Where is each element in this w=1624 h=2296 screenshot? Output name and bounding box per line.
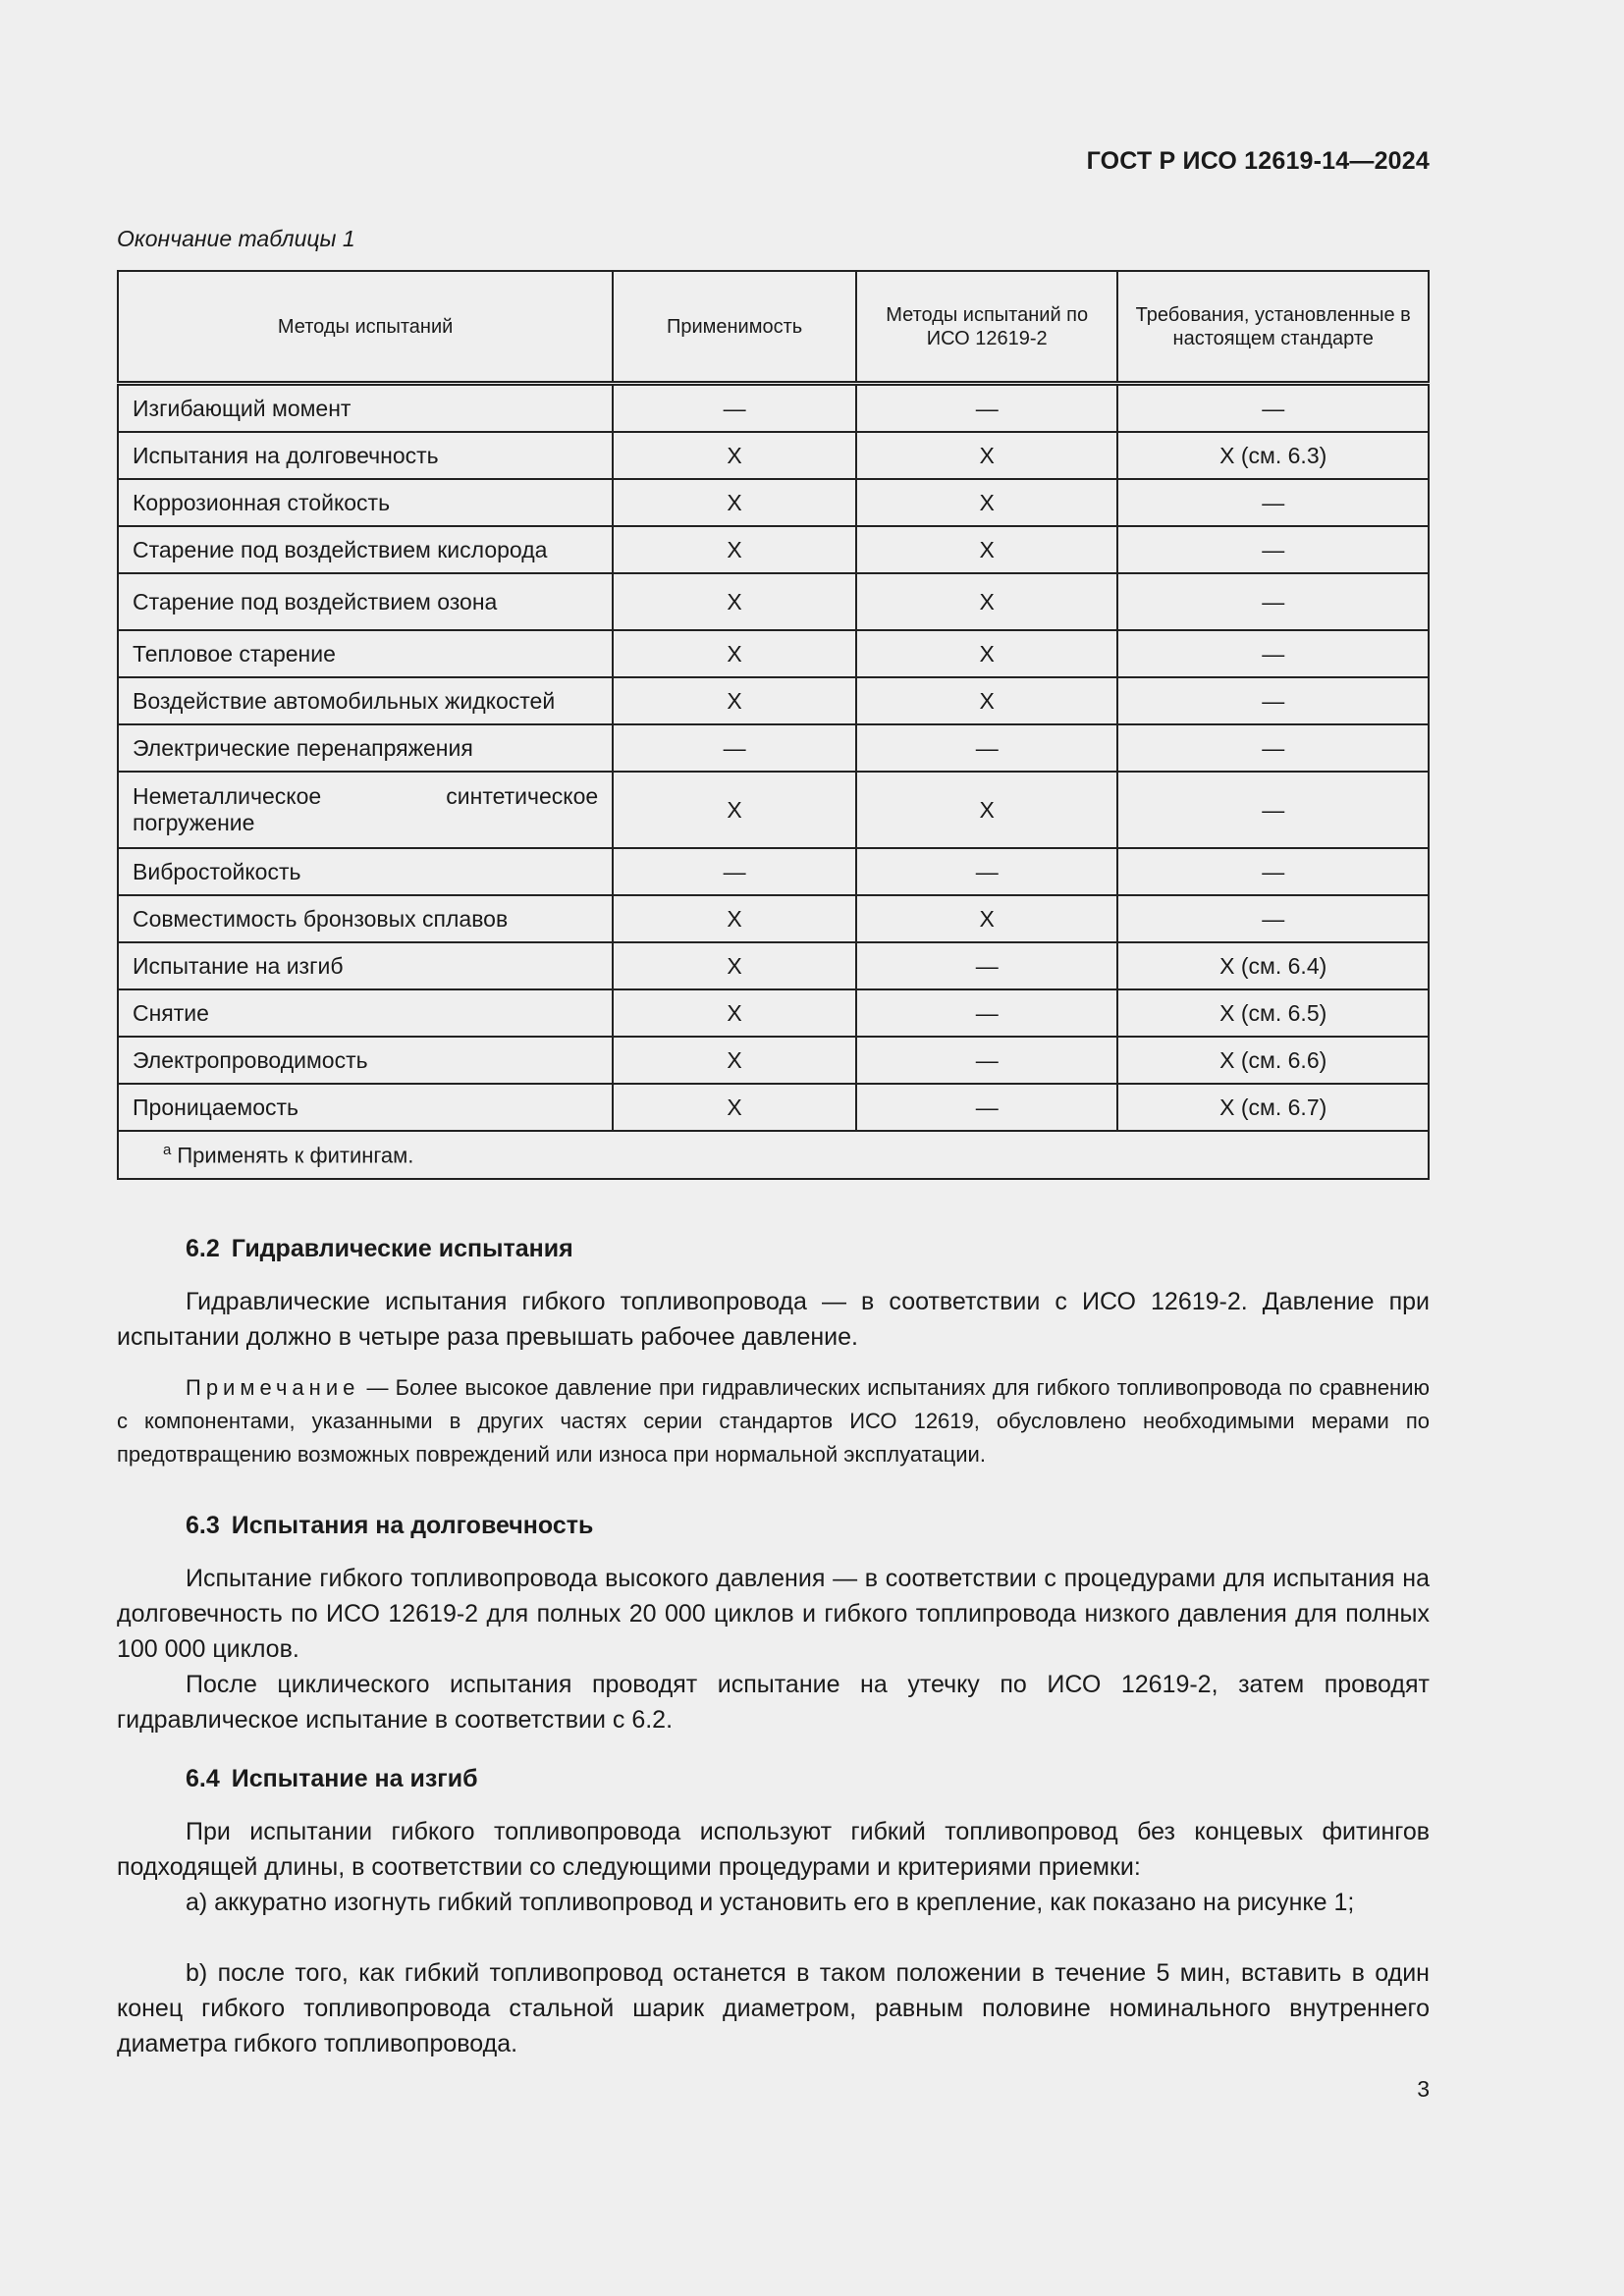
- table-row: [118, 573, 1429, 630]
- requirements-cell: —: [1117, 724, 1429, 772]
- method-cell: Испытания на долговечность: [118, 432, 613, 479]
- method-cell: Электропроводимость: [118, 1037, 613, 1084]
- note-label: Примечание: [186, 1375, 360, 1400]
- requirements-cell: X (см. 6.6): [1117, 1037, 1429, 1084]
- requirements-cell: —: [1117, 848, 1429, 895]
- table-row: [118, 1084, 1429, 1131]
- test-methods-table: [117, 270, 1430, 1180]
- section-title: Испытания на долговечность: [231, 1512, 594, 1539]
- method-cell: Проницаемость: [118, 1084, 613, 1131]
- section-number: 6.4: [186, 1765, 220, 1792]
- method-cell: Снятие: [118, 989, 613, 1037]
- table-row: [118, 989, 1429, 1037]
- method-cell: Тепловое старение: [118, 630, 613, 677]
- requirements-cell: —: [1117, 526, 1429, 573]
- note-6-2: [117, 1371, 1430, 1471]
- applicability-cell: —: [613, 384, 856, 433]
- table-row: [118, 479, 1429, 526]
- iso-method-cell: X: [856, 630, 1118, 677]
- iso-method-cell: X: [856, 432, 1118, 479]
- iso-method-cell: —: [856, 942, 1118, 989]
- note-text: — Более высокое давление при гидравлических испытаниях для гибкого топливопровода по сравнению с компонентами, указанными в других частях серии стандартов ИСО 12619, обусловлено необходимыми мерами по предотвращению возможных повреждений или износа при нормальной эксплуатации.: [117, 1375, 1430, 1467]
- requirements-cell: —: [1117, 895, 1429, 942]
- section-title: Гидравлические испытания: [231, 1235, 573, 1262]
- section-heading-6-3: [186, 1512, 593, 1540]
- table-row: [118, 677, 1429, 724]
- requirements-cell: —: [1117, 630, 1429, 677]
- list-item-b: b) после того, как гибкий топливопровод останется в таком положении в течение 5 мин, вставить в один конец гибкого топливопровода стальной шарик диаметром, равным половине номинального внутреннего диаметра гибкого топливопровода.: [117, 1959, 1430, 2057]
- section-heading-6-2: [186, 1235, 573, 1263]
- table-footnote: [118, 1131, 1429, 1179]
- requirements-cell: —: [1117, 677, 1429, 724]
- iso-method-cell: —: [856, 1037, 1118, 1084]
- footnote-marker: a: [163, 1141, 172, 1158]
- column-header-methods: Методы испытаний: [118, 271, 613, 384]
- iso-method-cell: X: [856, 526, 1118, 573]
- iso-method-cell: —: [856, 384, 1118, 433]
- method-cell: Вибростойкость: [118, 848, 613, 895]
- method-cell: Воздействие автомобильных жидкостей: [118, 677, 613, 724]
- section-heading-6-4: [186, 1765, 478, 1793]
- iso-method-cell: —: [856, 989, 1118, 1037]
- applicability-cell: X: [613, 573, 856, 630]
- requirements-cell: X (см. 6.5): [1117, 989, 1429, 1037]
- iso-method-cell: X: [856, 573, 1118, 630]
- method-cell: Старение под воздействием озона: [118, 573, 613, 630]
- applicability-cell: X: [613, 630, 856, 677]
- requirements-cell: —: [1117, 479, 1429, 526]
- footnote-text: Применять к фитингам.: [177, 1143, 414, 1168]
- applicability-cell: X: [613, 1037, 856, 1084]
- applicability-cell: —: [613, 724, 856, 772]
- method-cell: Совместимость бронзовых сплавов: [118, 895, 613, 942]
- method-cell: Изгибающий момент: [118, 384, 613, 433]
- iso-method-cell: X: [856, 772, 1118, 848]
- applicability-cell: —: [613, 848, 856, 895]
- table-header-row: [118, 271, 1429, 384]
- iso-method-cell: —: [856, 848, 1118, 895]
- applicability-cell: X: [613, 677, 856, 724]
- method-cell: Старение под воздействием кислорода: [118, 526, 613, 573]
- table-row: [118, 895, 1429, 942]
- column-header-requirements: Требования, установленные в настоящем стандарте: [1117, 271, 1429, 384]
- iso-method-cell: —: [856, 1084, 1118, 1131]
- applicability-cell: X: [613, 1084, 856, 1131]
- table-caption: Окончание таблицы 1: [117, 226, 355, 251]
- table-row: [118, 1037, 1429, 1084]
- paragraph-6-3-2: После циклического испытания проводят испытание на утечку по ИСО 12619-2, затем проводят гидравлическое испытание в соответствии с 6.2.: [117, 1671, 1430, 1734]
- section-title: Испытание на изгиб: [231, 1765, 478, 1792]
- requirements-cell: X (см. 6.3): [1117, 432, 1429, 479]
- document-code: ГОСТ Р ИСО 12619-14—2024: [1086, 147, 1430, 175]
- page-number: 3: [1417, 2076, 1430, 2102]
- applicability-cell: X: [613, 942, 856, 989]
- applicability-cell: X: [613, 432, 856, 479]
- table-row: [118, 432, 1429, 479]
- iso-method-cell: X: [856, 895, 1118, 942]
- table-row: [118, 942, 1429, 989]
- requirements-cell: X (см. 6.7): [1117, 1084, 1429, 1131]
- section-number: 6.3: [186, 1512, 220, 1539]
- paragraph-6-2: Гидравлические испытания гибкого топливопровода — в соответствии с ИСО 12619-2. Давление при испытании должно в четыре раза превышать рабочее давление.: [117, 1288, 1430, 1351]
- iso-method-cell: X: [856, 677, 1118, 724]
- method-cell: Неметаллическое синтетическое погружение: [118, 772, 613, 848]
- table-footnote-row: [118, 1131, 1429, 1179]
- table-row: [118, 630, 1429, 677]
- table-row: [118, 724, 1429, 772]
- requirements-cell: —: [1117, 384, 1429, 433]
- column-header-iso-methods: Методы испытаний по ИСО 12619-2: [856, 271, 1118, 384]
- method-cell: Электрические перенапряжения: [118, 724, 613, 772]
- table-row: [118, 384, 1429, 433]
- applicability-cell: X: [613, 895, 856, 942]
- method-cell: Коррозионная стойкость: [118, 479, 613, 526]
- applicability-cell: X: [613, 479, 856, 526]
- paragraph-6-4-1: При испытании гибкого топливопровода используют гибкий топливопровод без концевых фитингов подходящей длины, в соответствии со следующими процедурами и критериями приемки:: [117, 1818, 1430, 1881]
- paragraph-6-3-1: Испытание гибкого топливопровода высокого давления — в соответствии с процедурами для испытания на долговечность по ИСО 12619-2 для полных 20 000 циклов и гибкого топлипровода низкого давления для полных 100 000 циклов.: [117, 1565, 1430, 1663]
- requirements-cell: X (см. 6.4): [1117, 942, 1429, 989]
- table-row: [118, 526, 1429, 573]
- table-row: [118, 848, 1429, 895]
- column-header-applicability: Применимость: [613, 271, 856, 384]
- method-cell: Испытание на изгиб: [118, 942, 613, 989]
- applicability-cell: X: [613, 526, 856, 573]
- iso-method-cell: X: [856, 479, 1118, 526]
- iso-method-cell: —: [856, 724, 1118, 772]
- requirements-cell: —: [1117, 573, 1429, 630]
- list-item-a: a) аккуратно изогнуть гибкий топливопровод и установить его в крепление, как показано на рисунке 1;: [186, 1889, 1355, 1916]
- applicability-cell: X: [613, 772, 856, 848]
- section-number: 6.2: [186, 1235, 220, 1262]
- table-row: [118, 772, 1429, 848]
- applicability-cell: X: [613, 989, 856, 1037]
- requirements-cell: —: [1117, 772, 1429, 848]
